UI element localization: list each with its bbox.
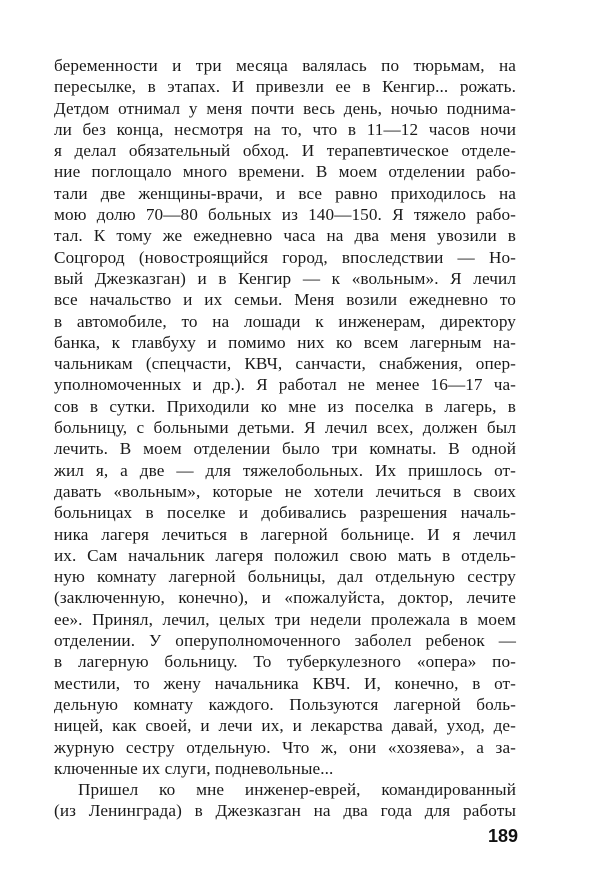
text-line: отделении. У оперуполномоченного заболел ребенок — (54, 631, 516, 651)
paragraph-start-line: Пришел ко мне инженер-еврей, командированный (78, 780, 516, 800)
text-line: в лагерную больницу. То туберкулезного «опера» по- (54, 652, 516, 672)
text-line: (заключенную, конечно), и «пожалуйста, доктор, лечите (54, 588, 516, 608)
text-line: лечить. В моем отделении было три комнаты. В одной (54, 439, 516, 459)
text-line: местили, то жену начальника КВЧ. И, конечно, в от- (54, 673, 516, 693)
text-line: в автомобиле, то на лошади к инженерам, директору (54, 311, 516, 331)
text-line: банка, к главбуху и помимо них ко всем лагерным на- (54, 332, 516, 352)
text-line: их. Сам начальник лагеря положил свою мать в отдель- (54, 545, 516, 565)
text-line: все начальство и их семьи. Меня возили ежедневно то (54, 290, 516, 310)
text-line: ника лагеря лечиться в лагерной больнице. И я лечил (54, 524, 516, 544)
text-line: тал. К тому же ежедневно часа на два меня увозили в (54, 226, 516, 246)
text-line: больницах в поселке и добивались разрешения началь- (54, 503, 516, 523)
text-line: дельную комнату каждого. Пользуются лагерной боль- (54, 694, 516, 714)
text-line: ли без конца, несмотря на то, что в 11—12 часов ночи (54, 119, 516, 139)
text-line: Детдом отнимал у меня почти весь день, ночью поднима- (54, 98, 516, 118)
text-line: больницу, с больными детьми. Я лечил всех, должен был (54, 418, 516, 438)
page-number: 189 (487, 826, 518, 846)
text-line: тали две женщины-врачи, и все равно приходилось на (54, 183, 516, 203)
text-line: вый Джезказган) и в Кенгир — к «вольным». Я лечил (54, 268, 516, 288)
book-page-text (54, 55, 516, 822)
text-line: пересылке, в этапах. И привезли ее в Кенгир... рожать. (54, 77, 516, 97)
text-line: журную сестру отдельную. Что ж, они «хозяева», а за- (54, 737, 516, 757)
text-line: мою долю 70—80 больных из 140—150. Я тяжело рабо- (54, 205, 516, 225)
text-line: жил я, а две — для тяжелобольных. Их пришлось от- (54, 460, 516, 480)
text-line: (из Ленинграда) в Джезказган на два года для работы (54, 801, 516, 821)
text-line: я делал обязательный обход. И терапевтическое отделе- (54, 141, 516, 161)
text-line: Соцгород (новостроящийся город, впоследствии — Но- (54, 247, 516, 267)
text-line: давать «вольным», которые не хотели лечиться в своих (54, 481, 516, 501)
text-line: чальникам (спецчасти, КВЧ, санчасти, снабжения, опер- (54, 354, 516, 374)
text-line: ную комнату лагерной больницы, дал отдельную сестру (54, 567, 516, 587)
paragraph-end-line: ключенные их слуги, подневольные... (54, 758, 334, 778)
text-line: ее». Принял, лечил, целых три недели пролежала в моем (54, 609, 516, 629)
text-line: сов в сутки. Приходили ко мне из поселка в лагерь, в (54, 396, 516, 416)
text-line: ницей, как своей, и лечи их, и лекарства давай, уход, де- (54, 716, 516, 736)
text-line: ние поглощало много времени. В моем отделении рабо- (54, 162, 516, 182)
text-line: беременности и три месяца валялась по тюрьмам, на (54, 56, 516, 75)
text-line: уполномоченных и др.). Я работал не менее 16—17 ча- (54, 375, 516, 395)
